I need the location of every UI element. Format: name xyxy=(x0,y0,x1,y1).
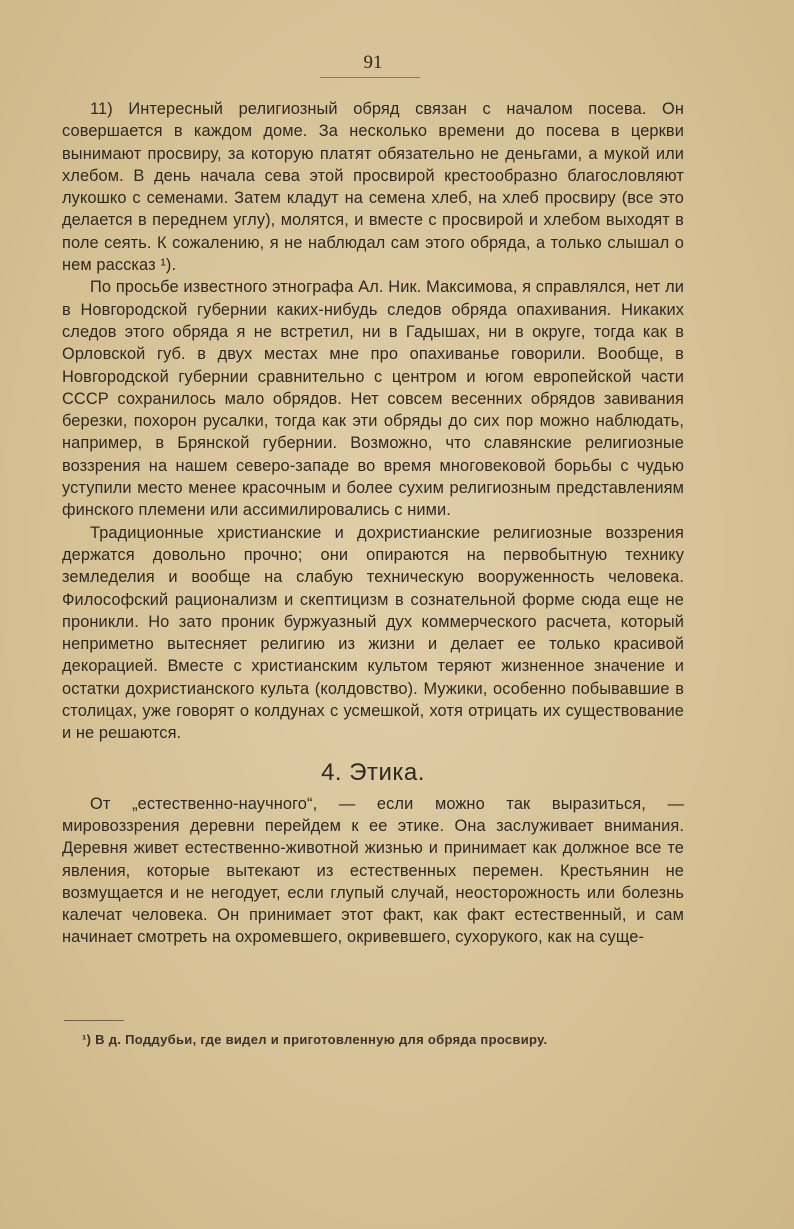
paragraph-1: 11) Интересный религиозный обряд связан с началом посева. Он совершается в каждом доме. За несколько времени до посева в церкви вынимают просвиру, за которую платят обязательно не деньгами, а мукой или хлебом. В день начала сева этой просвирой крестообразно благословляют лукошко с семенами. Затем кладут на семена хлеб, на хлеб просвиру (все это делается в переднем углу), молятся, и вместе с просвирой и хлебом выходят в поле сеять. К сожалению, я не наблюдал сам этого обряда, а только слышал о нем рассказ ¹). xyxy=(62,100,684,275)
page-number: 91 xyxy=(363,52,383,73)
body-text xyxy=(62,98,684,949)
footnote-divider xyxy=(64,1020,124,1021)
paragraph-3: Традиционные христианские и дохристианские религиозные воззрения держатся довольно прочно; они опираются на первобытную технику земледелия и вообще на слабую техническую вооруженность человека. Философский рационализм и скептицизм в сознательной форме сюда еще не проникли. Но зато проник буржуазный дух коммерческого расчета, который неприметно вытесняет религию из жизни и делает ее только красивой декорацией. Вместе с христианским культом теряют жизненное значение и остатки дохристианского культа (колдовство). Мужики, особенно побывавшие в столицах, уже говорят о колдунах с усмешкой, хотя отрицать их существование и не решаются. xyxy=(62,523,684,743)
book-page xyxy=(62,0,684,1229)
footnote: ¹) В д. Поддубьи, где видел и приготовленную для обряда просвиру. xyxy=(82,1032,548,1047)
section-paragraph-1: От „естественно-научного“, — если можно так выразиться, — мировоззрения деревни перейдем к ее этике. Она заслуживает внимания. Деревня живет естественно-животной жизнью и принимает как должное все те явления, которые вытекают из естественных перемен. Крестьянин не возмущается и не негодует, если глупый случай, неосторожность или болезнь калечат человека. Он принимает этот факт, как факт естественный, и сам начинает смотреть на охромевшего, окривевшего, сухорукого, как на суще- xyxy=(62,794,684,947)
header-rule xyxy=(320,77,420,78)
section-heading: 4. Этика. xyxy=(321,758,425,786)
paragraph-2: По просьбе известного этнографа Ал. Ник. Максимова, я справлялся, нет ли в Новгородской губернии каких-нибудь следов обряда опахивания. Никаких следов этого обряда я не встретил, ни в Гадышах, ни в округе, тогда как в Орловской губ. в двух местах мне про опахиванье говорили. Вообще, в Новгородской губернии сравнительно с центром и югом европейской части СССР сохранилось мало обрядов. Нет совсем весенних обрядов завивания березки, похорон русалки, тогда как эти обряды до сих пор можно наблюдать, например, в Брянской губернии. Возможно, что славянские религиозные воззрения на нашем северо-западе во время многовековой борьбы с чудью уступили место менее красочным и более сухим религиозным представлениям финского племени или ассимилировались с ними. xyxy=(62,278,684,520)
